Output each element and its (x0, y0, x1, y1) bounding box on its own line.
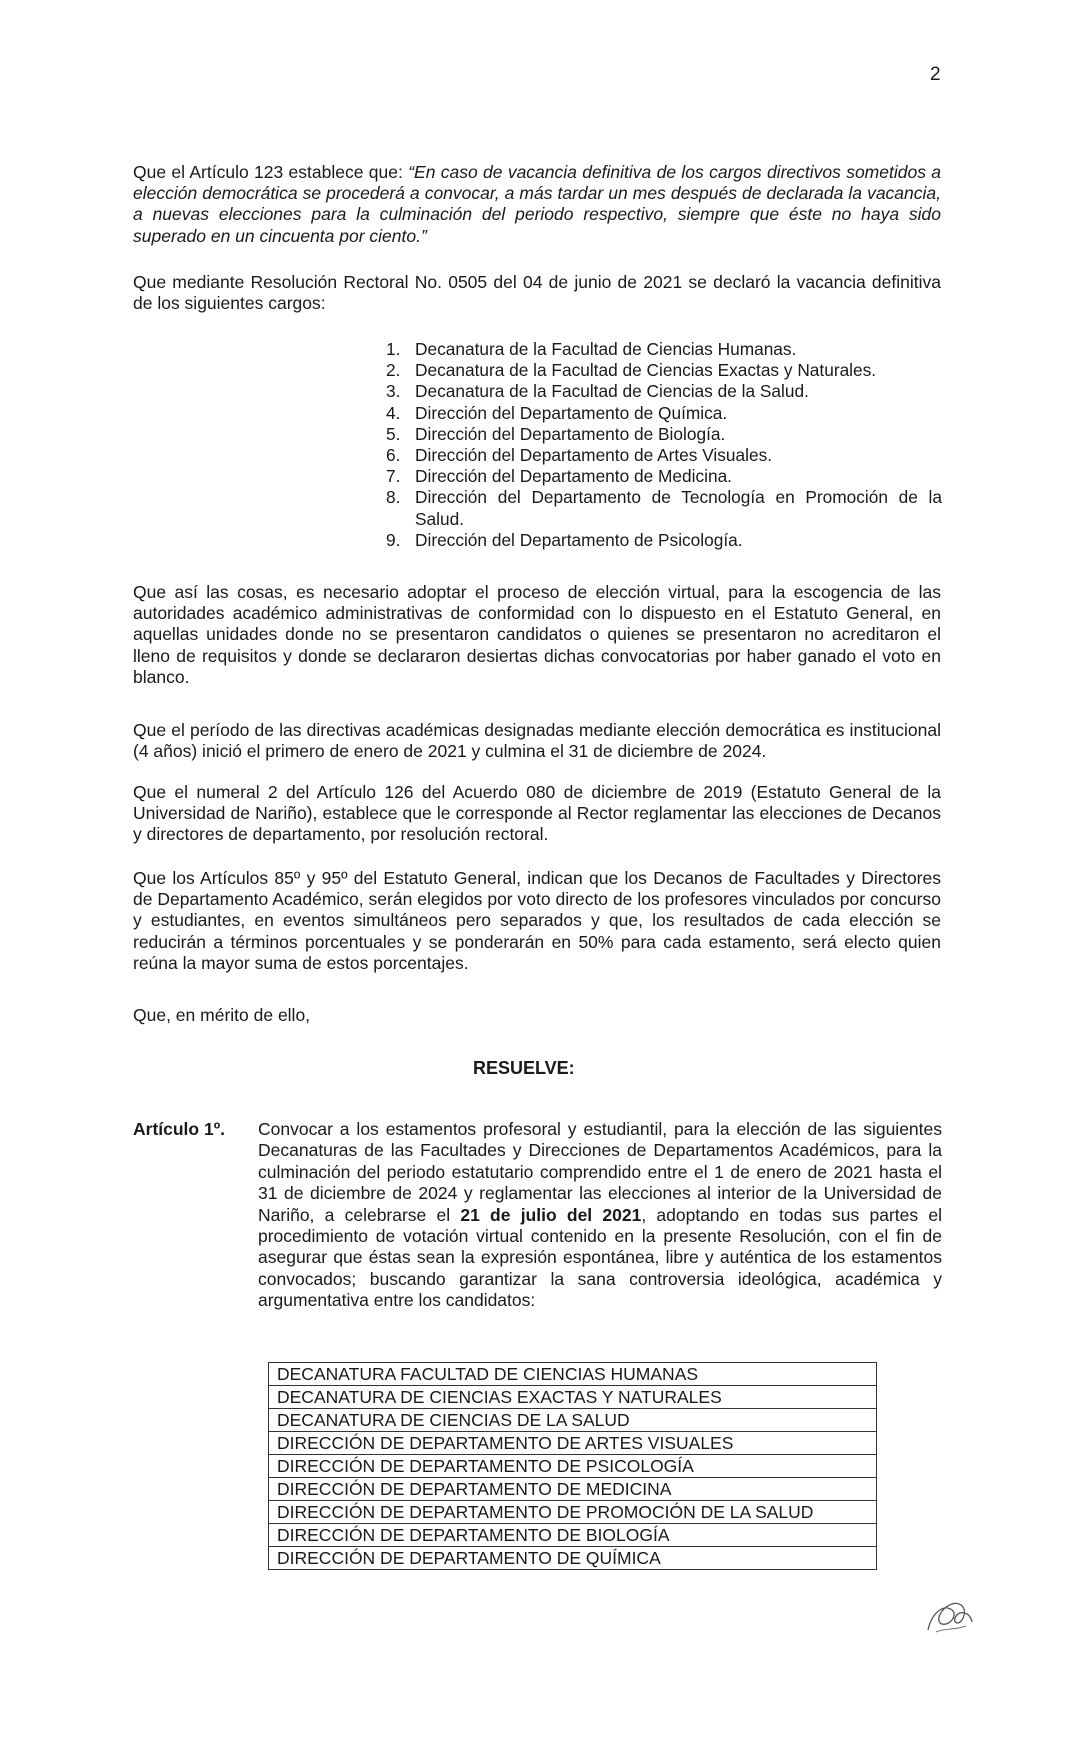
list-item (377, 424, 942, 445)
list-text: Decanatura de la Facultad de Ciencias Humanas. (415, 339, 797, 359)
list-number: 2. (386, 360, 401, 381)
list-text: Decanatura de la Facultad de Ciencias de la Salud. (415, 381, 809, 402)
list-text: Decanatura de la Facultad de Ciencias Exactas y Naturales. (415, 360, 877, 381)
table-row (269, 1547, 877, 1570)
paragraph-virtual-election: Que así las cosas, es necesario adoptar el proceso de elección virtual, para la escogencia de las autoridades académico administrativas de conformidad con lo dispuesto en el Estatuto General, en aquellas unidades donde no se presentaron candidatos o quienes se presentaron no acreditaron el lleno de requisitos y donde se declararon desiertas dichas convocatorias por haber ganado el voto en blanco. (133, 582, 941, 687)
list-item (377, 360, 942, 381)
table-cell: DIRECCIÓN DE DEPARTAMENTO DE PROMOCIÓN DE LA SALUD (269, 1501, 877, 1524)
table-cell: DECANATURA DE CIENCIAS DE LA SALUD (269, 1409, 877, 1432)
article-1-body (258, 1119, 942, 1312)
page-number: 2 (930, 64, 941, 85)
table-cell: DIRECCIÓN DE DEPARTAMENTO DE PSICOLOGÍA (269, 1455, 877, 1478)
table-row (269, 1363, 877, 1386)
list-item (377, 403, 942, 424)
quoted-text: “En caso de vacancia definitiva de los cargos directivos sometidos a elección democrática se procederá a convocar, a más tardar un mes después de declarada la vacancia, a nuevas elecciones para la culminación del periodo respectivo, siempre que éste no haya sido superado en un cincuenta por ciento.” (133, 162, 942, 246)
list-item (377, 466, 942, 487)
table-row (269, 1432, 877, 1455)
article-text: Convocar a los estamentos profesoral y estudiantil, para la elección de las siguientes Decanaturas de las Facultades y Direcciones de Departamentos Académicos, para la culminación del periodo estatutario comprendido entre el 1 de enero de 2021 hasta el 31 de diciembre de 2024 y reglamentar las elecciones al interior de la Universidad de Nariño, a celebrarse el (258, 1119, 942, 1225)
paragraph-article-123 (133, 162, 941, 247)
list-item (377, 487, 942, 529)
table-cell: DIRECCIÓN DE DEPARTAMENTO DE ARTES VISUALES (269, 1432, 877, 1455)
table-row (269, 1478, 877, 1501)
paragraph-articles-85-95: Que los Artículos 85º y 95º del Estatuto General, indican que los Decanos de Facultades y Directores de Departamento Académico, serán elegidos por voto directo de los profesores vinculados por concurso y estudiantes, en eventos simultáneos pero separados y que, los resultados de cada elección se reducirán a términos porcentuales y se ponderarán en 50% para cada estamento, será electo quien reúna la mayor suma de estos porcentajes. (133, 868, 941, 973)
paragraph-lead: Que el Artículo 123 establece que: (133, 162, 409, 182)
paragraph-resolution-0505: Que mediante Resolución Rectoral No. 0505 del 04 de junio de 2021 se declaró la vacancia definitiva de los siguientes cargos: (133, 272, 941, 314)
list-text: Dirección del Departamento de Biología. (415, 423, 726, 444)
table-cell: DIRECCIÓN DE DEPARTAMENTO DE QUÍMICA (269, 1547, 877, 1570)
list-number: 5. (386, 423, 401, 444)
paragraph-merit: Que, en mérito de ello, (133, 1005, 311, 1025)
list-number: 9. (386, 529, 401, 550)
list-text: Dirección del Departamento de Medicina. (415, 466, 732, 487)
table-row (269, 1409, 877, 1432)
list-text: Dirección del Departamento de Química. (415, 402, 728, 423)
table-cell: DIRECCIÓN DE DEPARTAMENTO DE BIOLOGÍA (269, 1524, 877, 1547)
table-cell: DECANATURA DE CIENCIAS EXACTAS Y NATURALES (269, 1386, 877, 1409)
list-number: 1. (386, 339, 401, 359)
table-row (269, 1524, 877, 1547)
paragraph-period: Que el período de las directivas académicas designadas mediante elección democrática es institucional (4 años) inició el primero de enero de 2021 y culmina el 31 de diciembre de 2024. (133, 720, 941, 762)
signature-initials (922, 1592, 978, 1640)
article-text: , adoptando en todas sus partes el procedimiento de votación virtual contenido en la presente Resolución, con el fin de asegurar que éstas sean la expresión espontánea, libre y auténtica de los estamentos convocados; buscando garantizar la sana controversia ideológica, académica y argumentativa entre los candidatos: (258, 1204, 942, 1311)
list-item (377, 445, 942, 466)
list-text: Dirección del Departamento de Psicología. (415, 529, 743, 550)
table-row (269, 1455, 877, 1478)
list-item (377, 381, 942, 402)
list-item (377, 530, 942, 551)
resolve-heading: RESUELVE: (473, 1058, 575, 1078)
list-number: 6. (386, 445, 401, 466)
list-number: 8. (386, 487, 401, 508)
list-text: Dirección del Departamento de Tecnología en Promoción de la Salud. (415, 487, 942, 529)
list-text: Dirección del Departamento de Artes Visuales. (415, 445, 773, 466)
table-cell: DIRECCIÓN DE DEPARTAMENTO DE MEDICINA (269, 1478, 877, 1501)
table-row (269, 1386, 877, 1409)
list-number: 7. (386, 466, 401, 487)
list-item (377, 339, 942, 360)
article-1-label: Artículo 1º. (133, 1119, 225, 1139)
vacant-positions-list (377, 339, 942, 551)
academic-units-table (268, 1362, 877, 1570)
list-number: 4. (386, 402, 401, 423)
paragraph-article-126: Que el numeral 2 del Artículo 126 del Acuerdo 080 de diciembre de 2019 (Estatuto General de la Universidad de Nariño), establece que le corresponde al Rector reglamentar las elecciones de Decanos y directores de departamento, por resolución rectoral. (133, 782, 941, 845)
table-cell: DECANATURA FACULTAD DE CIENCIAS HUMANAS (269, 1363, 877, 1386)
list-number: 3. (386, 381, 401, 402)
election-date: 21 de julio del 2021 (460, 1204, 642, 1225)
table-row (269, 1501, 877, 1524)
